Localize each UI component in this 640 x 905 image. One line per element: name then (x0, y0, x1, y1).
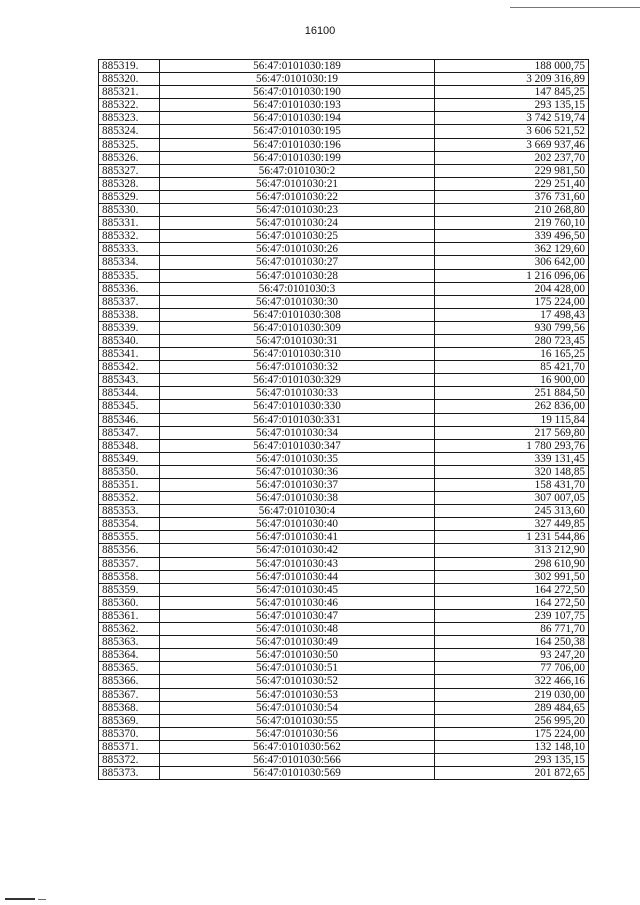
row-number: 885355. (99, 531, 160, 544)
table-row (99, 465, 589, 478)
row-number: 885341. (99, 348, 160, 361)
cadastral-number: 56:47:0101030:50 (160, 649, 435, 662)
cadastral-value: 306 642,00 (435, 256, 589, 269)
row-number: 885350. (99, 465, 160, 478)
cadastral-number: 56:47:0101030:46 (160, 596, 435, 609)
cadastral-value: 229 981,50 (435, 164, 589, 177)
cadastral-value: 239 107,75 (435, 609, 589, 622)
top-rule (510, 7, 640, 8)
table-row (99, 99, 589, 112)
cadastral-number: 56:47:0101030:27 (160, 256, 435, 269)
cadastral-value: 164 272,50 (435, 596, 589, 609)
cadastral-number: 56:47:0101030:44 (160, 570, 435, 583)
table-row (99, 767, 589, 780)
cadastral-value: 85 421,70 (435, 361, 589, 374)
row-number: 885335. (99, 269, 160, 282)
cadastral-value: 229 251,40 (435, 177, 589, 190)
table-row (99, 636, 589, 649)
table-row (99, 190, 589, 203)
footer-mark-small (38, 899, 46, 900)
row-number: 885326. (99, 151, 160, 164)
table-row (99, 544, 589, 557)
cadastral-number: 56:47:0101030:45 (160, 583, 435, 596)
cadastral-number: 56:47:0101030:32 (160, 361, 435, 374)
cadastral-value: 3 742 519,74 (435, 112, 589, 125)
table-row (99, 400, 589, 413)
table-row (99, 583, 589, 596)
table-row (99, 348, 589, 361)
cadastral-value: 251 884,50 (435, 387, 589, 400)
table-row (99, 243, 589, 256)
cadastral-number: 56:47:0101030:36 (160, 465, 435, 478)
cadastral-number: 56:47:0101030:40 (160, 518, 435, 531)
row-number: 885322. (99, 99, 160, 112)
cadastral-value: 262 836,00 (435, 400, 589, 413)
cadastral-value: 320 148,85 (435, 465, 589, 478)
cadastral-number: 56:47:0101030:21 (160, 177, 435, 190)
table-row (99, 151, 589, 164)
table-row (99, 334, 589, 347)
row-number: 885367. (99, 688, 160, 701)
row-number: 885368. (99, 701, 160, 714)
table-row (99, 701, 589, 714)
cadastral-value: 219 760,10 (435, 217, 589, 230)
cadastral-value: 327 449,85 (435, 518, 589, 531)
cadastral-number: 56:47:0101030:329 (160, 374, 435, 387)
cadastral-value: 298 610,90 (435, 557, 589, 570)
cadastral-value: 293 135,15 (435, 99, 589, 112)
cadastral-number: 56:47:0101030:190 (160, 86, 435, 99)
row-number: 885333. (99, 243, 160, 256)
row-number: 885353. (99, 505, 160, 518)
cadastral-value: 17 498,43 (435, 308, 589, 321)
cadastral-value: 147 845,25 (435, 86, 589, 99)
row-number: 885320. (99, 73, 160, 86)
table-row (99, 675, 589, 688)
cadastral-number: 56:47:0101030:569 (160, 767, 435, 780)
table-row (99, 727, 589, 740)
table-row (99, 164, 589, 177)
row-number: 885356. (99, 544, 160, 557)
table-row (99, 86, 589, 99)
table-row (99, 217, 589, 230)
table-row (99, 177, 589, 190)
row-number: 885363. (99, 636, 160, 649)
row-number: 885324. (99, 125, 160, 138)
row-number: 885321. (99, 86, 160, 99)
cadastral-value: 1 780 293,76 (435, 439, 589, 452)
cadastral-value: 362 129,60 (435, 243, 589, 256)
row-number: 885369. (99, 714, 160, 727)
cadastral-value: 164 250,38 (435, 636, 589, 649)
cadastral-number: 56:47:0101030:48 (160, 623, 435, 636)
cadastral-value: 376 731,60 (435, 190, 589, 203)
table-row (99, 321, 589, 334)
table-row (99, 73, 589, 86)
cadastral-value: 93 247,20 (435, 649, 589, 662)
table-row (99, 505, 589, 518)
cadastral-number: 56:47:0101030:19 (160, 73, 435, 86)
cadastral-value: 293 135,15 (435, 753, 589, 766)
cadastral-value: 217 569,80 (435, 426, 589, 439)
row-number: 885354. (99, 518, 160, 531)
table-row (99, 623, 589, 636)
table-row (99, 596, 589, 609)
cadastral-value: 188 000,75 (435, 60, 589, 73)
table-row (99, 269, 589, 282)
cadastral-value: 280 723,45 (435, 334, 589, 347)
cadastral-value: 289 484,65 (435, 701, 589, 714)
table-row (99, 662, 589, 675)
cadastral-value: 339 496,50 (435, 230, 589, 243)
table-row (99, 112, 589, 125)
cadastral-number: 56:47:0101030:54 (160, 701, 435, 714)
cadastral-number: 56:47:0101030:4 (160, 505, 435, 518)
cadastral-value: 219 030,00 (435, 688, 589, 701)
table-row (99, 256, 589, 269)
row-number: 885364. (99, 649, 160, 662)
cadastral-number: 56:47:0101030:30 (160, 295, 435, 308)
row-number: 885349. (99, 452, 160, 465)
table-row (99, 308, 589, 321)
cadastral-number: 56:47:0101030:2 (160, 164, 435, 177)
table-row (99, 125, 589, 138)
table-row (99, 426, 589, 439)
table-row (99, 479, 589, 492)
row-number: 885337. (99, 295, 160, 308)
row-number: 885357. (99, 557, 160, 570)
cadastral-number: 56:47:0101030:193 (160, 99, 435, 112)
table-row (99, 439, 589, 452)
table-body (99, 60, 589, 780)
cadastral-value: 1 216 096,06 (435, 269, 589, 282)
cadastral-number: 56:47:0101030:189 (160, 60, 435, 73)
cadastral-value: 307 007,05 (435, 492, 589, 505)
cadastral-table (98, 59, 589, 780)
table-row (99, 452, 589, 465)
cadastral-value: 1 231 544,86 (435, 531, 589, 544)
row-number: 885366. (99, 675, 160, 688)
cadastral-value: 86 771,70 (435, 623, 589, 636)
cadastral-value: 158 431,70 (435, 479, 589, 492)
row-number: 885345. (99, 400, 160, 413)
cadastral-number: 56:47:0101030:38 (160, 492, 435, 505)
row-number: 885338. (99, 308, 160, 321)
cadastral-number: 56:47:0101030:308 (160, 308, 435, 321)
cadastral-number: 56:47:0101030:347 (160, 439, 435, 452)
row-number: 885361. (99, 609, 160, 622)
cadastral-number: 56:47:0101030:52 (160, 675, 435, 688)
cadastral-number: 56:47:0101030:28 (160, 269, 435, 282)
table-row (99, 413, 589, 426)
row-number: 885360. (99, 596, 160, 609)
cadastral-number: 56:47:0101030:47 (160, 609, 435, 622)
table-row (99, 204, 589, 217)
row-number: 885323. (99, 112, 160, 125)
table-row (99, 714, 589, 727)
cadastral-value: 322 466,16 (435, 675, 589, 688)
row-number: 885343. (99, 374, 160, 387)
row-number: 885359. (99, 583, 160, 596)
row-number: 885328. (99, 177, 160, 190)
cadastral-number: 56:47:0101030:53 (160, 688, 435, 701)
cadastral-number: 56:47:0101030:42 (160, 544, 435, 557)
row-number: 885348. (99, 439, 160, 452)
row-number: 885334. (99, 256, 160, 269)
table-row (99, 295, 589, 308)
cadastral-value: 204 428,00 (435, 282, 589, 295)
table-row (99, 609, 589, 622)
cadastral-value: 77 706,00 (435, 662, 589, 675)
table-row (99, 60, 589, 73)
cadastral-value: 16 165,25 (435, 348, 589, 361)
row-number: 885370. (99, 727, 160, 740)
cadastral-number: 56:47:0101030:51 (160, 662, 435, 675)
cadastral-number: 56:47:0101030:309 (160, 321, 435, 334)
table-row (99, 374, 589, 387)
row-number: 885340. (99, 334, 160, 347)
cadastral-value: 245 313,60 (435, 505, 589, 518)
row-number: 885342. (99, 361, 160, 374)
table-row (99, 688, 589, 701)
table-row (99, 492, 589, 505)
row-number: 885352. (99, 492, 160, 505)
cadastral-number: 56:47:0101030:195 (160, 125, 435, 138)
row-number: 885339. (99, 321, 160, 334)
row-number: 885372. (99, 753, 160, 766)
table-row (99, 138, 589, 151)
cadastral-number: 56:47:0101030:26 (160, 243, 435, 256)
cadastral-value: 313 212,90 (435, 544, 589, 557)
row-number: 885336. (99, 282, 160, 295)
cadastral-number: 56:47:0101030:330 (160, 400, 435, 413)
cadastral-value: 19 115,84 (435, 413, 589, 426)
table-row (99, 531, 589, 544)
row-number: 885362. (99, 623, 160, 636)
cadastral-number: 56:47:0101030:33 (160, 387, 435, 400)
cadastral-value: 202 237,70 (435, 151, 589, 164)
cadastral-number: 56:47:0101030:566 (160, 753, 435, 766)
cadastral-number: 56:47:0101030:34 (160, 426, 435, 439)
row-number: 885347. (99, 426, 160, 439)
cadastral-number: 56:47:0101030:310 (160, 348, 435, 361)
cadastral-number: 56:47:0101030:23 (160, 204, 435, 217)
table-row (99, 387, 589, 400)
table-row (99, 518, 589, 531)
footer-mark (5, 898, 35, 900)
cadastral-number: 56:47:0101030:35 (160, 452, 435, 465)
cadastral-number: 56:47:0101030:31 (160, 334, 435, 347)
row-number: 885330. (99, 204, 160, 217)
row-number: 885373. (99, 767, 160, 780)
cadastral-number: 56:47:0101030:331 (160, 413, 435, 426)
cadastral-number: 56:47:0101030:194 (160, 112, 435, 125)
table-row (99, 649, 589, 662)
cadastral-number: 56:47:0101030:55 (160, 714, 435, 727)
cadastral-value: 930 799,56 (435, 321, 589, 334)
cadastral-number: 56:47:0101030:49 (160, 636, 435, 649)
row-number: 885344. (99, 387, 160, 400)
cadastral-value: 175 224,00 (435, 727, 589, 740)
cadastral-number: 56:47:0101030:25 (160, 230, 435, 243)
table-row (99, 361, 589, 374)
table-row (99, 230, 589, 243)
cadastral-number: 56:47:0101030:22 (160, 190, 435, 203)
cadastral-value: 302 991,50 (435, 570, 589, 583)
row-number: 885327. (99, 164, 160, 177)
cadastral-number: 56:47:0101030:3 (160, 282, 435, 295)
cadastral-number: 56:47:0101030:562 (160, 740, 435, 753)
table-row (99, 740, 589, 753)
cadastral-number: 56:47:0101030:196 (160, 138, 435, 151)
row-number: 885319. (99, 60, 160, 73)
cadastral-value: 339 131,45 (435, 452, 589, 465)
cadastral-number: 56:47:0101030:37 (160, 479, 435, 492)
cadastral-number: 56:47:0101030:41 (160, 531, 435, 544)
row-number: 885346. (99, 413, 160, 426)
row-number: 885351. (99, 479, 160, 492)
table-row (99, 557, 589, 570)
cadastral-value: 132 148,10 (435, 740, 589, 753)
cadastral-number: 56:47:0101030:24 (160, 217, 435, 230)
table-row (99, 570, 589, 583)
cadastral-number: 56:47:0101030:199 (160, 151, 435, 164)
cadastral-value: 201 872,65 (435, 767, 589, 780)
cadastral-value: 175 224,00 (435, 295, 589, 308)
row-number: 885365. (99, 662, 160, 675)
cadastral-value: 3 606 521,52 (435, 125, 589, 138)
cadastral-value: 16 900,00 (435, 374, 589, 387)
page-number: 16100 (304, 25, 336, 37)
row-number: 885331. (99, 217, 160, 230)
row-number: 885332. (99, 230, 160, 243)
cadastral-number: 56:47:0101030:43 (160, 557, 435, 570)
cadastral-value: 210 268,80 (435, 204, 589, 217)
row-number: 885371. (99, 740, 160, 753)
table-row (99, 753, 589, 766)
cadastral-number: 56:47:0101030:56 (160, 727, 435, 740)
cadastral-value: 3 669 937,46 (435, 138, 589, 151)
row-number: 885325. (99, 138, 160, 151)
cadastral-value: 3 209 316,89 (435, 73, 589, 86)
row-number: 885358. (99, 570, 160, 583)
cadastral-value: 256 995,20 (435, 714, 589, 727)
table-row (99, 282, 589, 295)
row-number: 885329. (99, 190, 160, 203)
cadastral-value: 164 272,50 (435, 583, 589, 596)
